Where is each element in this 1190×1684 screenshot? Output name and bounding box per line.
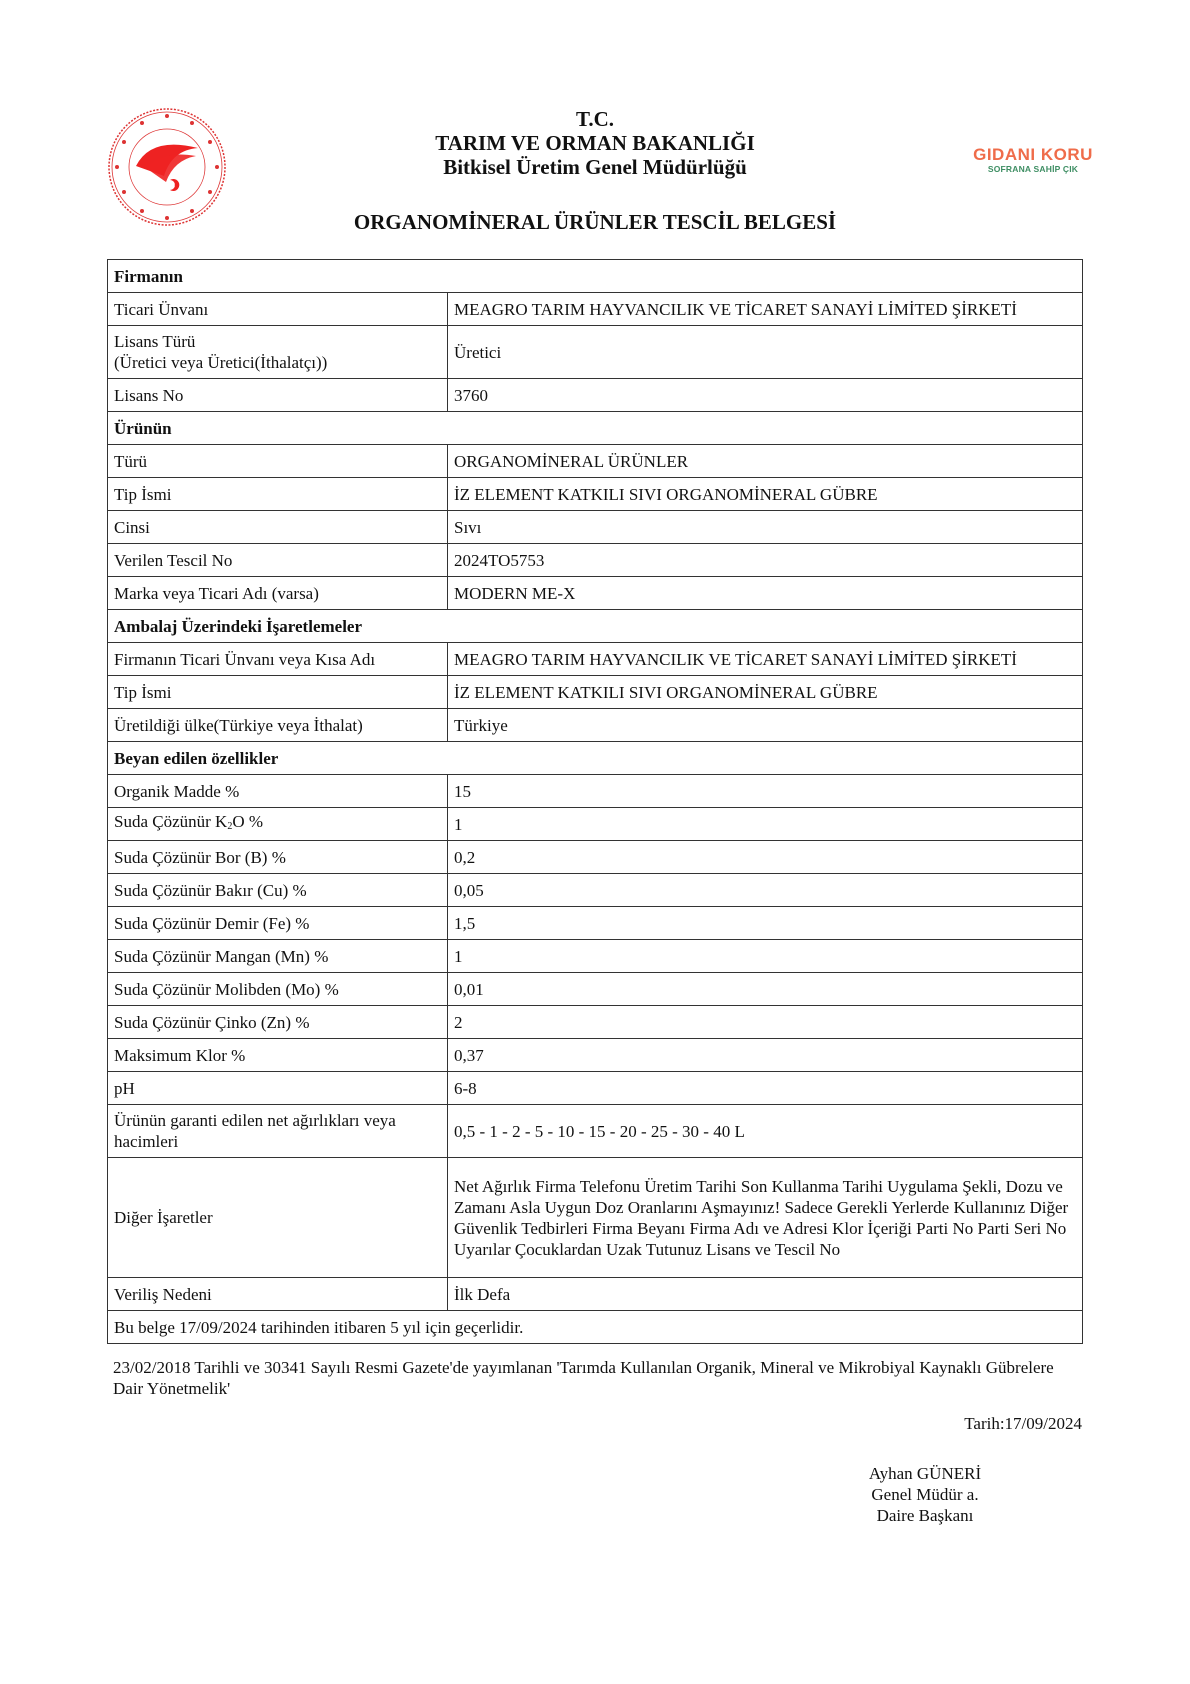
regulation-reference: 23/02/2018 Tarihli ve 30341 Sayılı Resmi Gazete'de yayımlanan 'Tarımda Kullanılan Organik, Mineral ve Mikrobiyal Kaynaklı Gübrelere Dair Yönetmelik' (113, 1358, 1054, 1398)
row-value: İZ ELEMENT KATKILI SIVI ORGANOMİNERAL GÜBRE (448, 478, 1083, 511)
row-label: Suda Çözünür Çinko (Zn) % (108, 1006, 448, 1039)
section-beyan: Beyan edilen özellikler (108, 742, 1083, 775)
section-row (108, 412, 1083, 445)
row-value: ORGANOMİNERAL ÜRÜNLER (448, 445, 1083, 478)
signatory-title: Daire Başkanı (876, 1506, 974, 1525)
row-label: Suda Çözünür Demir (Fe) % (108, 907, 448, 940)
row-label: Tip İsmi (108, 676, 448, 709)
document-header (0, 107, 1190, 179)
table-row (108, 907, 1083, 940)
table-row (108, 1072, 1083, 1105)
row-label: Maksimum Klor % (108, 1039, 448, 1072)
row-label: Tip İsmi (108, 478, 448, 511)
validity-text: Bu belge 17/09/2024 tarihinden itibaren 5 yıl için geçerlidir. (108, 1311, 1083, 1344)
table-row (108, 676, 1083, 709)
row-value: MODERN ME-X (448, 577, 1083, 610)
header-directorate: Bitkisel Üretim Genel Müdürlüğü (443, 155, 747, 179)
row-label: Organik Madde % (108, 775, 448, 808)
table-row (108, 643, 1083, 676)
table-row (108, 874, 1083, 907)
table-row (108, 379, 1083, 412)
row-value: MEAGRO TARIM HAYVANCILIK VE TİCARET SANAYİ LİMİTED ŞİRKETİ (448, 293, 1083, 326)
row-label: Veriliş Nedeni (108, 1278, 448, 1311)
table-row (108, 1105, 1083, 1158)
header-tc: T.C. (575, 107, 615, 131)
row-label-line: (Üretici veya Üretici(İthalatçı)) (114, 353, 328, 372)
row-label: Suda Çözünür Mangan (Mn) % (108, 940, 448, 973)
section-row (108, 260, 1083, 293)
signatory-name: Ayhan GÜNERİ (868, 1464, 982, 1483)
row-value: MEAGRO TARIM HAYVANCILIK VE TİCARET SANAYİ LİMİTED ŞİRKETİ (448, 643, 1083, 676)
row-value: 1,5 (448, 907, 1083, 940)
row-value: Türkiye (448, 709, 1083, 742)
table-row (108, 940, 1083, 973)
table-row (108, 445, 1083, 478)
row-value: 0,01 (448, 973, 1083, 1006)
row-label: Marka veya Ticari Adı (varsa) (108, 577, 448, 610)
validity-row (108, 1311, 1083, 1344)
row-label-text: Suda Çözünür K (114, 812, 228, 831)
header-ministry: TARIM VE ORMAN BAKANLIĞI (435, 131, 755, 155)
table-row (108, 293, 1083, 326)
row-value: 2 (448, 1006, 1083, 1039)
row-label: Suda Çözünür Molibden (Mo) % (108, 973, 448, 1006)
table-row (108, 511, 1083, 544)
document-title: ORGANOMİNERAL ÜRÜNLER TESCİL BELGESİ (353, 210, 837, 234)
row-value: 2024TO5753 (448, 544, 1083, 577)
row-label: Firmanın Ticari Ünvanı veya Kısa Adı (108, 643, 448, 676)
section-firma: Firmanın (108, 260, 1083, 293)
row-value: 1 (448, 808, 1083, 841)
row-value: 0,5 - 1 - 2 - 5 - 10 - 15 - 20 - 25 - 30 - 40 L (448, 1105, 1083, 1158)
section-ambalaj: Ambalaj Üzerindeki İşaretlemeler (108, 610, 1083, 643)
row-label-line: Lisans Türü (114, 332, 196, 351)
row-label: Ticari Ünvanı (108, 293, 448, 326)
row-label: Üretildiği ülke(Türkiye veya İthalat) (108, 709, 448, 742)
section-row (108, 742, 1083, 775)
row-label: Ürünün garanti edilen net ağırlıkları veya hacimleri (108, 1105, 448, 1158)
certificate-table (107, 259, 1083, 1344)
table-row (108, 1158, 1083, 1278)
row-value: 1 (448, 940, 1083, 973)
row-value: İlk Defa (448, 1278, 1083, 1311)
row-value: İZ ELEMENT KATKILI SIVI ORGANOMİNERAL GÜBRE (448, 676, 1083, 709)
brand-logo-title: GIDANI KORU (973, 145, 1093, 164)
row-label: pH (108, 1072, 448, 1105)
row-value: 15 (448, 775, 1083, 808)
row-label-subscript: 2 (227, 821, 233, 832)
row-value: 0,37 (448, 1039, 1083, 1072)
section-row (108, 610, 1083, 643)
table-row (108, 808, 1083, 841)
table-row (108, 841, 1083, 874)
row-label (108, 808, 448, 841)
table-row (108, 544, 1083, 577)
table-row (108, 709, 1083, 742)
row-label (108, 326, 448, 379)
row-value: Üretici (448, 326, 1083, 379)
row-label-text: O % (232, 812, 264, 831)
table-row (108, 775, 1083, 808)
table-row (108, 973, 1083, 1006)
row-label: Suda Çözünür Bor (B) % (108, 841, 448, 874)
row-value: 3760 (448, 379, 1083, 412)
signatory-title: Genel Müdür a. (871, 1485, 979, 1504)
table-row (108, 1278, 1083, 1311)
issue-date: Tarih:17/09/2024 (964, 1414, 1082, 1433)
row-value: 0,05 (448, 874, 1083, 907)
row-value: 0,2 (448, 841, 1083, 874)
table-row (108, 326, 1083, 379)
row-label: Cinsi (108, 511, 448, 544)
brand-logo-slogan: SOFRANA SAHİP ÇIK (987, 164, 1079, 174)
section-urun: Ürünün (108, 412, 1083, 445)
row-value: Sıvı (448, 511, 1083, 544)
row-label: Verilen Tescil No (108, 544, 448, 577)
row-label: Türü (108, 445, 448, 478)
table-row (108, 1006, 1083, 1039)
row-value: 6-8 (448, 1072, 1083, 1105)
row-label: Lisans No (108, 379, 448, 412)
row-value: Net Ağırlık Firma Telefonu Üretim Tarihi Son Kullanma Tarihi Uygulama Şekli, Dozu ve Zamanı Asla Uygun Doz Oranlarını Aşmayınız! Sadece Gerekli Yerlerde Kullanınız Diğer Güvenlik Tedbirleri Firma Beyanı Firma Adı ve Adresi Klor İçeriği Parti No Parti Seri No Uyarılar Çocuklardan Uzak Tutunuz Lisans ve Tescil No (448, 1158, 1083, 1278)
table-row (108, 1039, 1083, 1072)
row-label: Diğer İşaretler (108, 1158, 448, 1278)
row-label: Suda Çözünür Bakır (Cu) % (108, 874, 448, 907)
table-row (108, 478, 1083, 511)
signature-block (840, 1463, 1010, 1526)
table-row (108, 577, 1083, 610)
